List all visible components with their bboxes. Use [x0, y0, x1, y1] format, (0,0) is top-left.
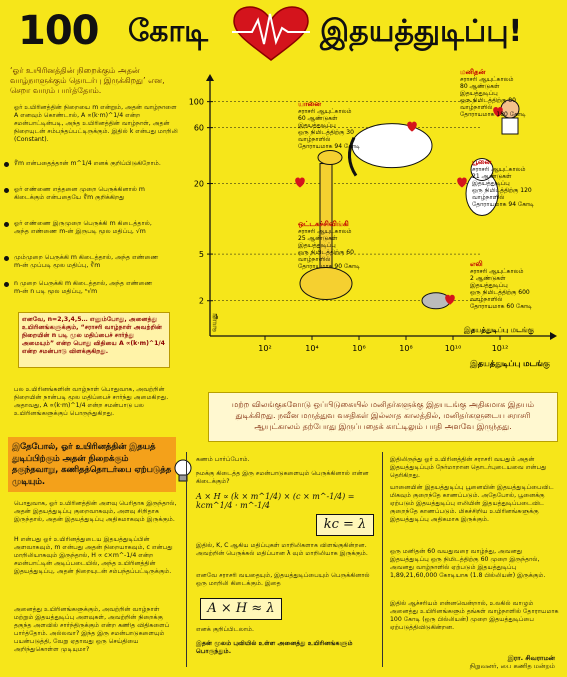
mouse-icon [422, 293, 450, 309]
x-axis-label-right: இதயத்துடிப்பு மடங்கு [464, 326, 534, 334]
point-detail: 60 ஆண்டுகள் [298, 115, 338, 122]
formula-kc: kc = λ [316, 514, 374, 536]
x-tick-label: 10² [258, 344, 272, 353]
point-detail: சராசரி ஆயுட்காலம் [472, 166, 526, 173]
y-tick-label: 60 [193, 123, 204, 133]
column-divider [186, 452, 187, 667]
point-detail: வாழ்நாளில் [470, 296, 503, 303]
chart-marks [295, 68, 534, 310]
heartbeat-chart [180, 66, 565, 390]
x-axis-arrow [550, 332, 557, 340]
y-axis-label: வயது [210, 313, 218, 332]
point-label [298, 100, 360, 150]
data-point [457, 178, 467, 188]
right-para-4: இதில் ஆச்சரியம் என்னவென்றால், உலகில் வாழும் அனைத்து உயிரினங்களும் தங்கள் வாழ்நாளில் தோராயமாக 100 கோடி (ஒரு பில்லியன்) முறை இதயத்துடிப்பை ஏற்படுத்திவிடுகின்றன. [390, 600, 559, 631]
point-detail: சராசரி ஆயுட்காலம் [298, 228, 352, 235]
page-title [0, 0, 567, 64]
highlight-box: இதேபோல், ஓர் உயிரினத்தின் இதயத் துடிப்பிற்கும் அதன் நிறைக்கும் தகுந்தவாறு, கணிதத்தொடர்பை ஏற்படுத்த முடியும். [8, 437, 176, 492]
bullet-item: ஓர் எண்ணை எத்தனை முறை பெருக்கினால் m கிடைக்கும் என்பதையே ∜m குறிக்கிறது [14, 186, 162, 202]
point-name: மனிதன் [460, 68, 486, 76]
author-name: இரா. சிவராமன் [507, 654, 555, 662]
formula-1: A × H ∝ (k × m^1/4) × (c × m^-1/4) = kcm^1/4 · m^-1/4 [196, 492, 355, 510]
bullet-item: மும்முறை பெருக்கி m கிடைத்தால், அந்த எண்ணை m-ன் முப்படி மூல மதிப்பு, ∛m [14, 254, 162, 270]
right-para-2: யானையின் இதயத்துடிப்பு பூனையின் இதயத்துடிப்பைவிட மிகவும் குறைந்தே காணப்படும். அதேபோல், பூனைக்கு ஏற்படும் இதயத்துடிப்பு எலியின் இதயத்துடிப்படைவிட குறைந்தே காணப்படும். மிகச்சிறிய உயிரினங்களுக்கு இதயத்துடிப்பு அதிகமாக இருக்கும். [390, 484, 554, 523]
y-tick-label: 20 [193, 179, 204, 189]
left-para-4: H என்பது ஓர் உயிரினத்துடைய இதயத்துடிப்பின் அளவாகவும், m என்பது அதன் நிறையாகவும், c என்பது மாறிலியாகவும் இருந்தால், H ∝ c×m^-1/4 என்ற சமன்பாட்டின் அடிப்படையில், அந்த உயிரினத்தின் இதயத்துடிப்பு, அதன் நிறையுடன் சம்பந்தப்பட்டிருக்கும். [14, 536, 173, 575]
column-divider [382, 452, 383, 667]
point-label [470, 260, 532, 310]
point-detail: ஒரு நிமிடத்திற்கு 80 [460, 97, 516, 104]
point-detail: தோராயமாக 90 கோடி [298, 263, 360, 270]
point-detail: இதயத்துடிப்பு [298, 122, 336, 129]
giraffe-head [318, 151, 342, 165]
title-word-1: கோடி [128, 14, 209, 49]
heart-icon [230, 6, 312, 62]
human-body [502, 118, 518, 134]
mid-intro: கணம் பார்ப்போம். [196, 456, 250, 463]
boxed-note: எனவே, n=2,3,4,5… எனும்போது, அனைத்து உயிரினங்களுக்கும், “சராசரி வாழ்நாள் அவற்றின் நிறையின் n படி மூல மதிப்பைச் சார்ந்து அமையும்” என்ற பொது விதியை A ∝(k·m)^1/4 என்ற சமன்பாடு விளக்குகிறது. [18, 312, 170, 368]
y-tick-label: 5 [198, 250, 204, 260]
point-detail: வாழ்நாளில் [472, 194, 505, 201]
point-detail: 25 ஆண்டுகள் [298, 235, 338, 242]
giraffe-icon [300, 268, 352, 300]
right-para-1: இதிலிருந்து ஓர் உயிரினத்தின் சராசரி வயதும் அதன் இதயத்துடிப்பும் நேர்மாறான தொடர்புடையவை என்பது தெரிகிறது. [390, 456, 547, 479]
point-detail: 21 ஆண்டுகள் [472, 173, 512, 180]
left-para-2: பல உயிரினங்களின் வாழ்நாள் பொதுவாக, அவற்றின் நிறையின் நான்படி மூல மதிப்பைச் சார்ந்து அமைகிறது. அதாவது, A ∝(k·m)^1/4 என்ற சமன்பாடு பல உயிரினங்களுக்குப் பொருந்துகிறது. [14, 386, 169, 417]
author-role: நிறுவனர், பை கணித மன்றம் [469, 662, 555, 670]
point-detail: தோராயமாக 94 கோடி [472, 201, 534, 208]
mid-line-5: இதன் மூலம் புவியில் உள்ள அனைத்து உயிரினங்களும் பொருந்தும். [196, 640, 353, 655]
x-tick-label: 10¹⁰ [444, 344, 462, 353]
point-detail: தோராயமாக 94 கோடி [298, 143, 360, 150]
x-tick-label: 10¹² [491, 344, 509, 353]
point-detail: சராசரி ஆயுட்காலம் [470, 268, 524, 275]
left-para-3: பொதுவாக, ஓர் உயிரினத்தின் அளவு பெரிதாக இருந்தால், அதன் இதயத்துடிப்பு குறைவாகவும், அளவு சிறிதாக இருந்தால், அதன் இதயத்துடிப்பு அதிகமாகவும் இருக்கும். [14, 500, 177, 523]
point-detail: இதயத்துடிப்பு [460, 90, 498, 97]
point-detail: 2 ஆண்டுகள் [470, 275, 506, 282]
bulb-icon [172, 458, 194, 484]
mid-line-2: இதில், K, C ஆகிய மதிப்புகள் மாறிலிகளாக விளங்குகின்றன. அவற்றின் பெருக்கல் மதிப்பான λ வும் மாறிலியாக இருக்கும். [196, 542, 368, 557]
bullet-item: ஓர் எண்ணை இருமுறை பெருக்கி m கிடைத்தால், அந்த எண்ணை m-ன் இருபடி மூல மதிப்பு, √m [14, 220, 162, 236]
point-detail: வாழ்நாளில் [298, 136, 331, 143]
mid-line-4: எனக் குறிப்பிடலாம். [196, 626, 255, 633]
author-credit [470, 654, 555, 670]
note-box: மற்ற விலங்குகளோடு ஒப்பிடுகையில் மனிதர்களுக்கு இதயடங்கு அதிகமாக இதயம் துடிக்கிறது. நவீன மருத்துவ வசதிகள் இல்லாத காலத்தில், மனிதர்களுடைய சராசரி ஆயுட்காலம் தற்போது இருப்பதைக் காட்டிலும் பாதி அளவே இருந்தது. [208, 392, 558, 442]
mid-line-1: நமக்கு கிடைத்த இரு சமன்பாடுகளையும் பெருக்கினால் என்ன கிடைக்கும்? [196, 470, 369, 485]
mid-line-3: எனவே சராசரி வயதையும், இதயத்துடிப்பையும் பெருக்கினால் ஒரு மாறிலி கிடைக்கும். இதை [196, 572, 370, 587]
formula-2: A × H ≈ λ [200, 598, 282, 620]
point-name: எலி [470, 260, 483, 268]
title-word-2: இதயத்துடிப்பு! [320, 14, 523, 49]
point-detail: 80 ஆண்டுகள் [460, 83, 500, 90]
x-axis-label: இதயத்துடிப்பு மடங்கு [470, 359, 550, 368]
bullet-item: ∜m என்பதைத்தான் m^1/4 எனக் குறிப்பிடுகிறோம். [14, 160, 162, 168]
point-name: ஒட்டகச்சிவிங்கி [298, 220, 349, 228]
point-detail: வாழ்நாளில் [460, 104, 493, 111]
right-para-3: ஒரு மனிதன் 60 வயதுவரை வாழ்ந்து, அவனது இதயத்துடிப்பு ஒரு நிமிடத்திற்கு 60 முறை இருந்தால், அவனது வாழ்நாளில் ஏற்படும் இதயத்துடிப்பு 1,89,21,60,000 கோடியாக (1.8 பில்லியன்) இருக்கும். [390, 548, 546, 579]
point-detail: இதயத்துடிப்பு [298, 242, 336, 249]
point-detail: ஒரு நிமிடத்திற்கு 60 [298, 249, 354, 256]
point-label [298, 220, 360, 270]
x-tick-label: 10⁸ [399, 344, 413, 353]
y-tick-label: 2 [198, 296, 204, 306]
point-detail: ஒரு நிமிடத்திற்கு 600 [470, 289, 530, 296]
x-tick-label: 10⁶ [352, 344, 366, 353]
x-tick-label: 10⁴ [305, 344, 319, 353]
point-detail: தோராயமாக 180 கோடி [460, 111, 526, 118]
point-detail: ஒரு நிமிடத்திற்கு 30 [298, 129, 354, 136]
left-para-1: ஓர் உயிரினத்தின் நிறையை m என்றும், அதன் வாழ்நாளை A எனவும் கொண்டால், A ∝(k·m)^1/4 என்ற சமன்பாட்டின்படி, அந்த உயிரினத்தின் வாழ்நாள், அதன் நிறையுடன் சம்பந்தப்பட்டிருக்கும். இதில் k என்பது மாறிலி (Constant). [14, 104, 178, 143]
point-name: யானை [298, 100, 322, 108]
data-point [295, 178, 305, 188]
elephant-icon [352, 124, 432, 168]
y-tick-label: 100 [188, 97, 204, 107]
point-detail: சராசரி ஆயுட்காலம் [298, 108, 352, 115]
point-detail: சராசரி ஆயுட்காலம் [460, 76, 514, 83]
intro-question: ‘ஓர் உயிரினத்தின் நிறைக்கும் அதன் வாழ்நாளுக்கும் தொடர்பு இருக்கிறது’ என, செறா வாரம் பார்த்தோம். [10, 66, 165, 95]
point-detail: இதயத்துடிப்பு [472, 180, 510, 187]
point-name: பூனை [472, 158, 492, 166]
point-detail: வாழ்நாளில் [298, 256, 331, 263]
y-axis-arrow [206, 74, 214, 81]
point-detail: ஒரு நிமிடத்திற்கு 120 [472, 187, 532, 194]
point-label [472, 158, 534, 208]
left-para-5: அனைத்து உயிரினங்களுக்கும், அவற்றின் வாழ்நாள் மற்றும் இதயத்துடிப்பு அளவுகள், அவற்றின் நிறைக்கு தகுந்த அளவில் சார்ந்திருக்கும் என்ற கணித விதிகளைப் பார்த்தோம். அல்லவா? இந்த இரு சமன்பாடுகளையும் பயன்படுத்தி, வேறு ஏதாவது ஒரு செய்தியை அறிந்துகொள்ள முடியுமா? [14, 606, 170, 653]
point-detail: தோராயமாக 60 கோடி [470, 303, 532, 310]
point-label [460, 68, 526, 118]
bullet-item: n முறை பெருக்கி m கிடைத்தால், அந்த எண்ணை m-ன் n படி மூல மதிப்பு, ⁿ√m [14, 280, 162, 296]
title-number: 100 [18, 8, 99, 54]
point-detail: இதயத்துடிப்பு [470, 282, 508, 289]
